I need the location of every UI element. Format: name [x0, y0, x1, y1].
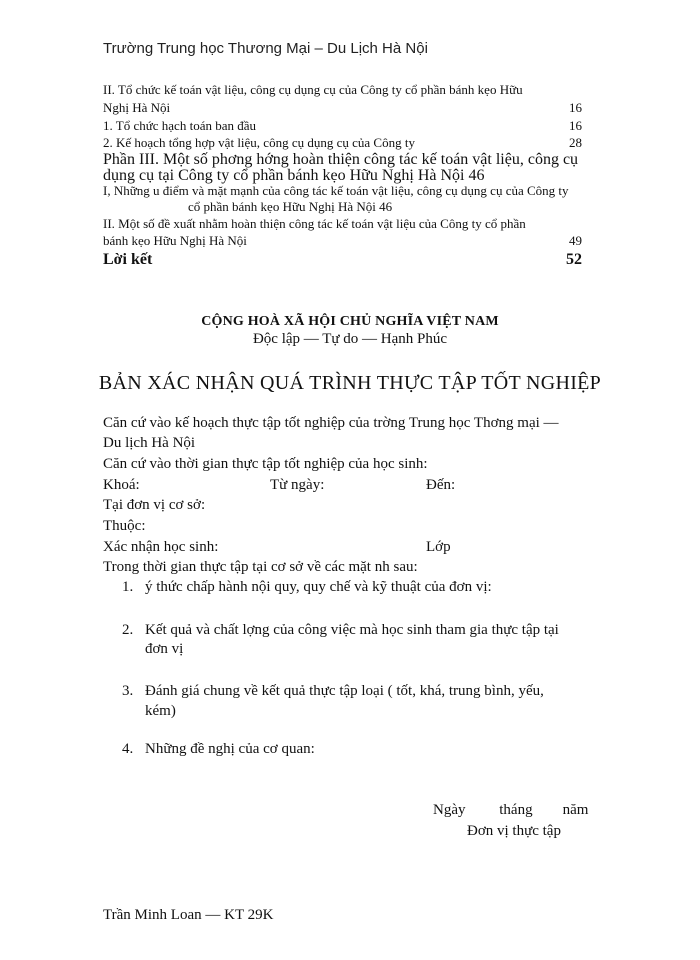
toc-part-heading: Phần III. Một số phơng hớng hoàn thiện công tác kế toán vật liệu, công cụ [103, 151, 579, 168]
basis-line-1: Căn cứ vào kế hoạch thực tập tốt nghiệp của trờng Trung học Thơng mại — [103, 415, 559, 431]
toc-page-number: 16 [569, 118, 582, 133]
list-item-number: 3. [122, 683, 134, 699]
list-item-number: 1. [122, 579, 134, 595]
toc-page-number: 49 [569, 233, 582, 248]
list-item-number: 2. [122, 622, 134, 638]
page-header: Trường Trung học Thương Mại – Du Lịch Hà Nội [103, 40, 428, 57]
signature-signer: Đơn vị thực tập [467, 823, 561, 839]
toc-part-heading: dụng cụ tại Công ty cổ phần bánh kẹo Hữu Nghị Hà Nội 46 [103, 167, 485, 184]
field-don-vi: Tại đơn vị cơ sở: [103, 497, 206, 513]
field-khoa: Khoá: [103, 477, 140, 493]
field-thuoc: Thuộc: [103, 518, 146, 534]
toc-page-number: 28 [569, 135, 582, 150]
national-title: CỘNG HOÀ XÃ HỘI CHỦ NGHĨA VIỆT NAM [201, 314, 499, 329]
toc-line: cổ phần bánh kẹo Hữu Nghị Hà Nội 46 [188, 199, 393, 214]
field-den: Đến: [426, 477, 456, 493]
basis-line-1-cont: Du lịch Hà Nội [103, 435, 196, 451]
list-item: Những đề nghị của cơ quan: [145, 741, 315, 757]
signature-date-line: Ngày tháng năm [433, 802, 589, 818]
toc-page-number: 52 [566, 251, 582, 268]
list-item-cont: kém) [145, 703, 176, 719]
toc-line: 2. Kế hoạch tổng hợp vật liệu, công cụ dụng cụ của Công ty [103, 135, 415, 150]
field-lop: Lớp [426, 539, 451, 555]
evaluation-intro: Trong thời gian thực tập tại cơ sở về các mặt nh sau: [103, 559, 418, 575]
document-title: BẢN XÁC NHẬN QUÁ TRÌNH THỰC TẬP TỐT NGHIỆP [98, 372, 602, 394]
list-item: ý thức chấp hành nội quy, quy chế và kỹ thuật của đơn vị: [145, 579, 492, 595]
toc-line: II. Một số đề xuất nhằm hoàn thiện công tác kế toán vật liệu của Công ty cổ phần [103, 216, 526, 231]
list-item-number: 4. [122, 741, 134, 757]
national-motto: Độc lập — Tự do — Hạnh Phúc [252, 331, 448, 347]
toc-line: Nghị Hà Nội [103, 100, 171, 115]
list-item: Đánh giá chung về kết quả thực tập loại ( tốt, khá, trung bình, yếu, [145, 683, 544, 699]
toc-line: I, Những u điểm và mặt mạnh của công tác kế toán vật liệu, công cụ dụng cụ của Công ty [103, 183, 569, 198]
toc-line: 1. Tổ chức hạch toán ban đầu [103, 118, 257, 133]
basis-line-2: Căn cứ vào thời gian thực tập tốt nghiệp của học sinh: [103, 456, 428, 472]
field-xac-nhan: Xác nhận học sinh: [103, 539, 219, 555]
field-tu-ngay: Từ ngày: [270, 477, 325, 493]
toc-page-number: 16 [569, 100, 582, 115]
toc-closing: Lời kết [103, 251, 153, 268]
toc-line: II. Tổ chức kế toán vật liệu, công cụ dụng cụ của Công ty cổ phần bánh kẹo Hữu [103, 82, 523, 97]
list-item: Kết quả và chất lợng của công việc mà học sinh tham gia thực tập tại [145, 622, 559, 638]
toc-line: bánh kẹo Hữu Nghị Hà Nội [103, 233, 247, 248]
list-item-cont: đơn vị [145, 641, 184, 657]
page-footer: Trần Minh Loan — KT 29K [103, 907, 274, 923]
